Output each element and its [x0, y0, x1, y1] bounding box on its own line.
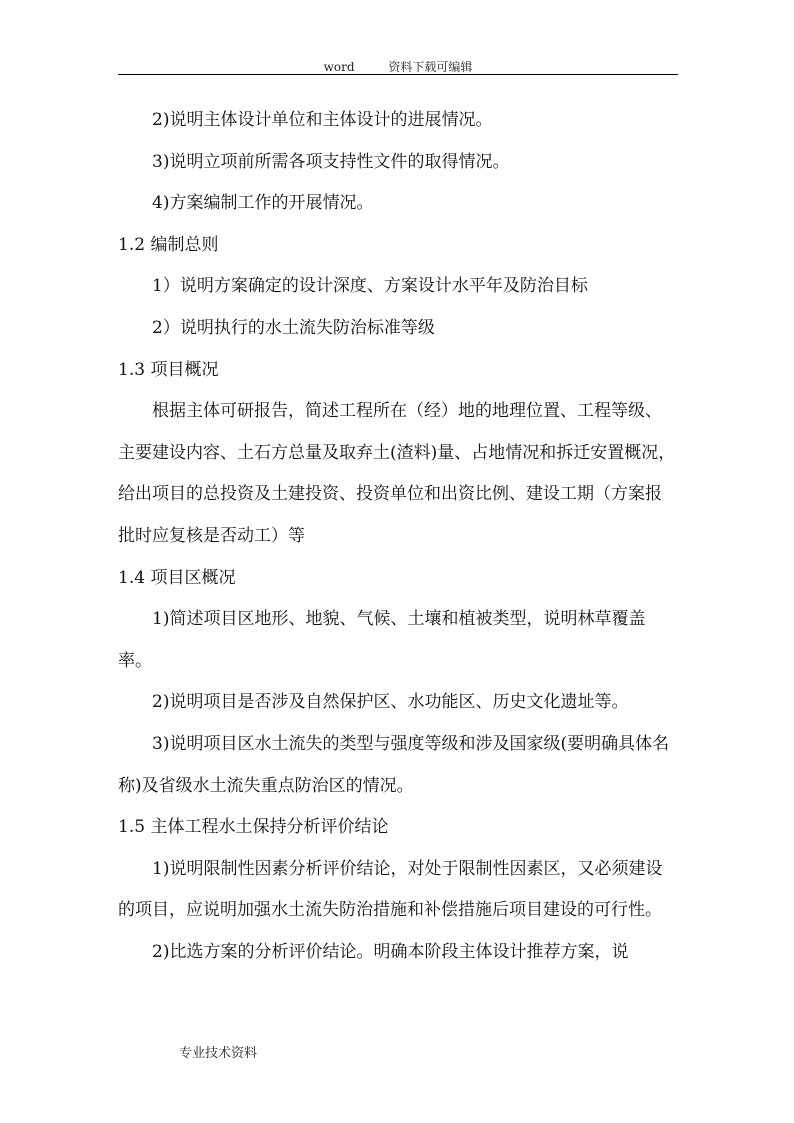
- section-heading: 1.2 编制总则: [118, 234, 219, 255]
- body-paragraph: 3)说明项目区水土流失的类型与强度等级和涉及国家级(要明确具体名称)及省级水土流失重点防治区的情况。: [118, 733, 670, 796]
- body-paragraph: 根据主体可研报告，简述工程所在（经）地的地理位置、工程等级、主要建设内容、土石方总量及取弃土(渣料)量、占地情况和拆迁安置概况，给出项目的总投资及土建投资、投资单位和出资比例、建设工期（方案报批时应复核是否动工）等: [118, 401, 676, 546]
- body-paragraph: 2)说明主体设计单位和主体设计的进展情况。: [152, 110, 493, 130]
- body-paragraph: 2)比选方案的分析评价结论。明确本阶段主体设计推荐方案，说: [152, 941, 629, 962]
- body-paragraph: 1）说明方案确定的设计深度、方案设计水平年及防治目标: [152, 276, 588, 297]
- section-heading: 1.4 项目区概况: [118, 567, 236, 588]
- header-left-text: word: [323, 60, 355, 74]
- header-divider: [118, 74, 678, 75]
- header-right-text: 资料下载可编辑: [388, 60, 473, 74]
- body-paragraph: 2）说明执行的水土流失防治标准等级: [152, 317, 435, 338]
- body-paragraph: 3)说明立项前所需各项支持性文件的取得情况。: [152, 151, 510, 172]
- section-heading: 1.3 项目概况: [118, 359, 219, 380]
- document-body: [118, 100, 678, 973]
- page-header: [118, 58, 678, 74]
- body-paragraph: 2)说明项目是否涉及自然保护区、水功能区、历史文化遗址等。: [152, 692, 629, 713]
- body-paragraph: 4)方案编制工作的开展情况。: [152, 193, 374, 214]
- body-paragraph: 1)简述项目区地形、地貌、气候、土壤和植被类型，说明林草覆盖率。: [118, 609, 646, 671]
- page-footer: 专业技术资料: [179, 1046, 258, 1061]
- section-heading: 1.5 主体工程水土保持分析评价结论: [118, 817, 389, 838]
- body-paragraph: 1)说明限制性因素分析评价结论，对处于限制性因素区，又必须建设的项目，应说明加强水土流失防治措施和补偿措施后项目建设的可行性。: [118, 858, 663, 921]
